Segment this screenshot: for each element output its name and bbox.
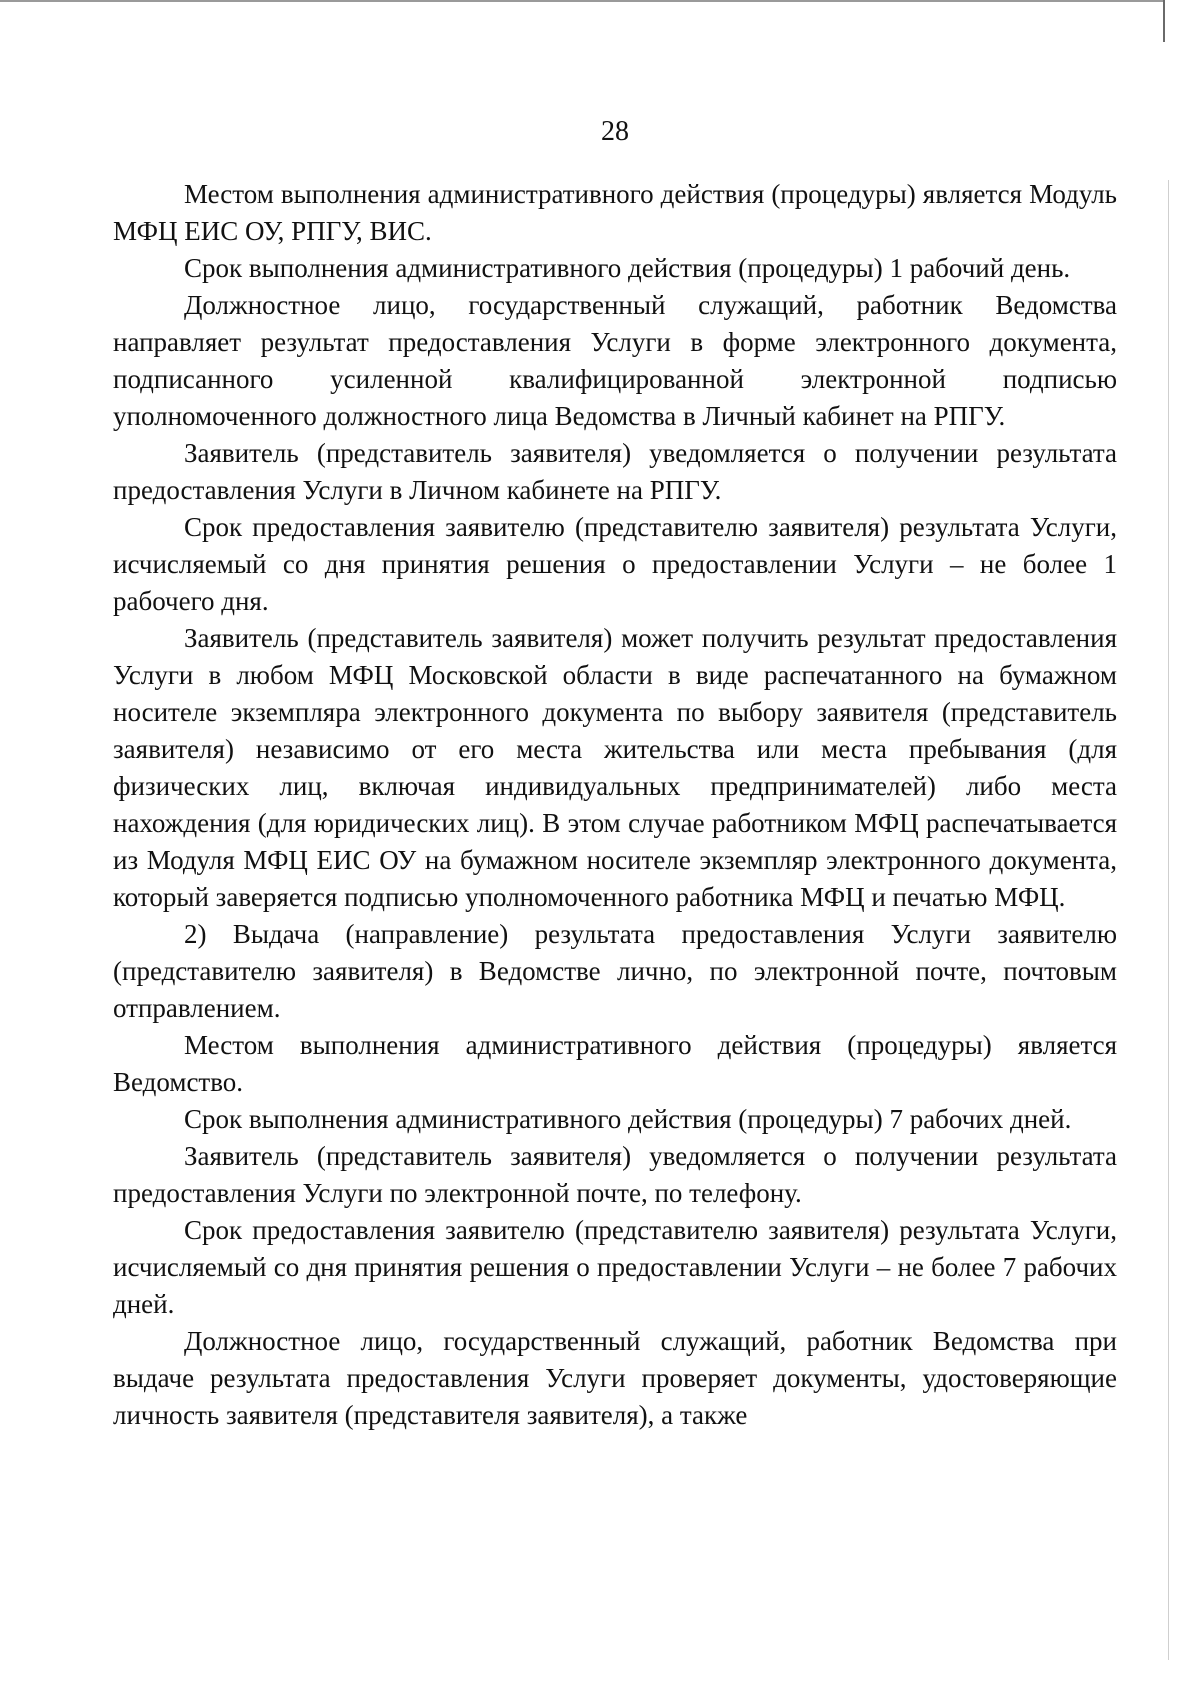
paragraph: Местом выполнения административного действия (процедуры) является Модуль МФЦ ЕИС ОУ, РПГУ, ВИС. xyxy=(113,179,1117,246)
paragraph: Местом выполнения административного действия (процедуры) является Ведомство. xyxy=(113,1030,1117,1097)
paragraph: Заявитель (представитель заявителя) уведомляется о получении результата предоставления Услуги в Личном кабинете на РПГУ. xyxy=(113,438,1117,505)
paragraph: Должностное лицо, государственный служащий, работник Ведомства при выдаче результата предоставления Услуги проверяет документы, удостоверяющие личность заявителя (представителя заявителя), а также xyxy=(113,1326,1117,1430)
paragraph: Срок предоставления заявителю (представителю заявителя) результата Услуги, исчисляемый со дня принятия решения о предоставлении Услуги – не более 1 рабочего дня. xyxy=(113,512,1117,616)
paragraph: 2) Выдача (направление) результата предоставления Услуги заявителю (представителю заявителя) в Ведомстве лично, по электронной почте, почтовым отправлением. xyxy=(113,919,1117,1023)
paragraph: Заявитель (представитель заявителя) уведомляется о получении результата предоставления Услуги по электронной почте, по телефону. xyxy=(113,1141,1117,1208)
scan-edge-right-lower xyxy=(1168,180,1169,1660)
paragraph: Срок выполнения административного действия (процедуры) 7 рабочих дней. xyxy=(184,1104,1072,1134)
paragraph: Должностное лицо, государственный служащий, работник Ведомства направляет результат предоставления Услуги в форме электронного документа, подписанного усиленной квалифицированной электронной подписью уполномоченного должностного лица Ведомства в Личный кабинет на РПГУ. xyxy=(113,290,1117,431)
paragraph: Срок предоставления заявителю (представителю заявителя) результата Услуги, исчисляемый со дня принятия решения о предоставлении Услуги – не более 7 рабочих дней. xyxy=(113,1215,1117,1319)
paragraph: Заявитель (представитель заявителя) может получить результат предоставления Услуги в любом МФЦ Московской области в виде распечатанного на бумажном носителе экземпляра электронного документа по выбору заявителя (представитель заявителя) независимо от его места жительства или места пребывания (для физических лиц, включая индивидуальных предпринимателей) либо места нахождения (для юридических лиц). В этом случае работником МФЦ распечатывается из Модуля МФЦ ЕИС ОУ на бумажном носителе экземпляр электронного документа, который заверяется подписью уполномоченного работника МФЦ и печатью МФЦ. xyxy=(113,623,1117,912)
paragraph: Срок выполнения административного действия (процедуры) 1 рабочий день. xyxy=(184,253,1071,283)
scan-edge-top xyxy=(0,0,1165,2)
page-number: 28 xyxy=(601,116,629,147)
document-body xyxy=(113,176,1117,1434)
scan-edge-right xyxy=(1163,0,1165,42)
